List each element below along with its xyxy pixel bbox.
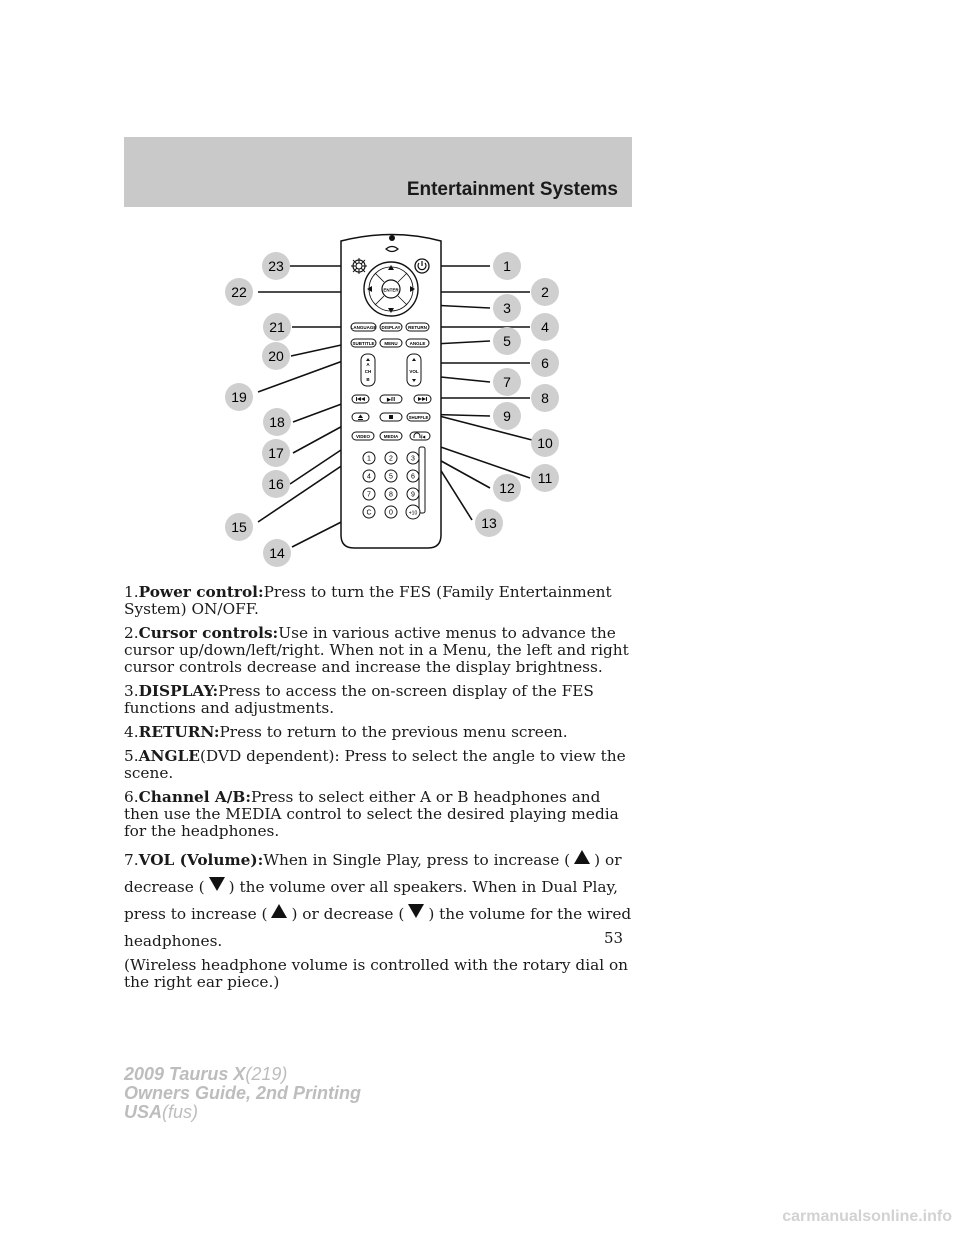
keypad-side-rail — [419, 447, 425, 513]
callout-label: 1 — [503, 258, 511, 274]
keypad-key[interactable] — [407, 488, 419, 500]
callout-12 — [493, 474, 521, 502]
light-button[interactable] — [351, 258, 367, 274]
item-term: DISPLAY: — [138, 682, 219, 700]
channel-label: CH — [364, 369, 372, 374]
footer-model-code: (219) — [245, 1064, 288, 1084]
callout-20 — [262, 342, 290, 370]
power-button[interactable] — [415, 259, 429, 273]
callout-label: 14 — [269, 545, 285, 561]
item-3 — [124, 683, 639, 717]
stop-icon — [389, 415, 393, 419]
callout-label: 17 — [268, 445, 284, 461]
mute-slash-icon: /◂ — [420, 434, 426, 441]
remote-diagram — [0, 0, 960, 580]
angle-label: ANGLE — [409, 341, 426, 346]
callouts-right — [475, 252, 559, 537]
keypad-key[interactable] — [406, 505, 420, 519]
item-number: 6. — [124, 788, 139, 806]
callout-label: 9 — [503, 408, 511, 424]
item-number: 3. — [124, 682, 139, 700]
callout-23 — [262, 252, 290, 280]
callout-6 — [531, 349, 559, 377]
triangle-down-icon — [209, 877, 225, 891]
keypad-key[interactable] — [407, 470, 419, 482]
keypad-key[interactable] — [363, 470, 375, 482]
callout-17 — [262, 439, 290, 467]
item-number: 5. — [124, 747, 139, 765]
item-term: VOL (Volume): — [138, 851, 264, 869]
callout-label: 4 — [541, 319, 549, 335]
return-label: RETURN — [408, 325, 427, 330]
footer-model: 2009 Taurus X — [124, 1064, 246, 1084]
callout-2 — [531, 278, 559, 306]
play-pause-label: ▶/II — [386, 397, 396, 403]
display-label: DISPLAY — [381, 325, 401, 330]
footer-market-code: (fus) — [162, 1102, 199, 1122]
menu-label: MENU — [384, 341, 398, 346]
callout-14 — [263, 539, 291, 567]
callout-label: 13 — [481, 515, 497, 531]
item-term: ANGLE — [138, 747, 200, 765]
item-description: Press to access the on-screen display of the FES functions and adjustments. — [124, 682, 594, 717]
keypad-key[interactable] — [363, 452, 375, 464]
callout-18 — [263, 408, 291, 436]
item-1 — [124, 584, 639, 618]
keypad-key-label: +10 — [408, 510, 418, 517]
callout-label: 21 — [269, 319, 285, 335]
callout-label: 19 — [231, 389, 247, 405]
item-5 — [124, 748, 639, 782]
keypad-key[interactable] — [385, 488, 397, 500]
callouts-left — [225, 252, 291, 567]
callout-label: 11 — [537, 470, 553, 486]
triangle-down-icon — [408, 904, 424, 918]
volume-label: VOL — [409, 369, 419, 374]
footer-market: USA — [124, 1102, 163, 1122]
callout-5 — [493, 327, 521, 355]
callout-21 — [263, 313, 291, 341]
keypad-key[interactable] — [385, 452, 397, 464]
callout-label: 23 — [268, 258, 284, 274]
keypad-key-label: C — [366, 509, 372, 517]
item-term: Cursor controls: — [138, 624, 279, 642]
item-description: Use in various active menus to advance the cursor up/down/left/right. When not in a Menu, the left and right cursor controls decrease and increase the display brightness. — [124, 624, 629, 676]
shuffle-label: SHUFFLE — [408, 415, 429, 420]
keypad-key-label: 5 — [389, 473, 393, 481]
item-description: Press to return to the previous menu screen. — [219, 723, 568, 741]
keypad-key-label: 0 — [389, 509, 393, 517]
item-6 — [124, 789, 639, 840]
callout-10 — [531, 429, 559, 457]
footer-guide: Owners Guide, 2nd Printing — [124, 1083, 362, 1103]
item-list — [124, 584, 639, 840]
watermark: carmanualsonline.info — [782, 1208, 952, 1225]
callout-label: 18 — [269, 414, 285, 430]
callout-9 — [493, 402, 521, 430]
keypad-key-label: 6 — [411, 473, 415, 481]
callout-label: 16 — [268, 476, 284, 492]
item-description: Press to turn the FES (Family Entertainment System) ON/OFF. — [124, 583, 612, 618]
keypad-key[interactable] — [385, 470, 397, 482]
keypad-key-label: 7 — [367, 491, 371, 499]
item-4 — [124, 724, 639, 741]
video-label: VIDEO — [355, 434, 371, 439]
item-number: 2. — [124, 624, 139, 642]
callout-label: 22 — [231, 284, 247, 300]
item-number: 4. — [124, 723, 139, 741]
callout-label: 3 — [503, 300, 511, 316]
keypad-key-label: 9 — [411, 491, 415, 499]
keypad-key[interactable] — [407, 452, 419, 464]
callout-label: 20 — [268, 348, 284, 364]
callout-label: 7 — [503, 374, 511, 390]
subtitle-label: SUBTITLE — [352, 341, 375, 346]
ir-emitter — [389, 235, 395, 241]
item-number: 7. — [124, 851, 139, 869]
callout-7 — [493, 368, 521, 396]
item-term: RETURN: — [138, 723, 220, 741]
callout-3 — [493, 294, 521, 322]
callout-1 — [493, 252, 521, 280]
item-7: 7.VOL (Volume):When in Single Play, press to increase ( ) or decrease ( ) the volume over all speakers. When in Dual Play, press to increase ( ) or decrease ( ) the volume for the wired headphones. — [124, 851, 632, 950]
section-title: Entertainment Systems — [406, 179, 618, 200]
keypad-key[interactable] — [385, 506, 397, 518]
keypad-key-label: 3 — [411, 455, 415, 463]
keypad-key-label: 1 — [367, 455, 371, 463]
keypad-key-label: 4 — [367, 473, 371, 481]
callout-16 — [262, 470, 290, 498]
page-number: 53 — [604, 929, 624, 947]
item-description: (DVD dependent): Press to select the angle to view the scene. — [124, 747, 626, 782]
keypad-key[interactable] — [363, 488, 375, 500]
callout-label: 12 — [499, 480, 515, 496]
callout-19 — [225, 383, 253, 411]
callout-label: 10 — [537, 435, 553, 451]
keypad-key[interactable] — [363, 506, 375, 518]
keypad-key-label: 2 — [389, 455, 393, 463]
callout-4 — [531, 313, 559, 341]
callout-13 — [475, 509, 503, 537]
wireless-note: (Wireless headphone volume is controlled with the rotary dial on the right ear piece.) — [124, 956, 629, 991]
language-label: LANGUAGE — [350, 325, 377, 330]
item-2 — [124, 625, 639, 676]
callout-label: 8 — [541, 390, 549, 406]
callout-22 — [225, 278, 253, 306]
item-term: Power control: — [138, 583, 264, 601]
callout-15 — [225, 513, 253, 541]
callout-11 — [531, 464, 559, 492]
callout-label: 15 — [231, 519, 247, 535]
cursor-pad[interactable] — [364, 262, 418, 316]
callout-label: 5 — [503, 333, 511, 349]
triangle-up-icon — [271, 904, 287, 918]
enter-label: ENTER — [383, 287, 399, 293]
item-number: 1. — [124, 583, 139, 601]
keypad-key-label: 8 — [389, 491, 393, 499]
item-term: Channel A/B: — [138, 788, 251, 806]
triangle-up-icon — [574, 850, 590, 864]
callout-label: 2 — [541, 284, 549, 300]
channel-b-label: B — [366, 377, 370, 382]
channel-a-label: A — [366, 362, 370, 367]
content-column — [124, 584, 639, 998]
callout-label: 6 — [541, 355, 549, 371]
callout-8 — [531, 384, 559, 412]
item-description: Press to select either A or B headphones and then use the MEDIA control to select the desired playing media for the headphones. — [124, 788, 619, 840]
footer — [124, 1065, 361, 1122]
media-label: MEDIA — [383, 434, 399, 439]
